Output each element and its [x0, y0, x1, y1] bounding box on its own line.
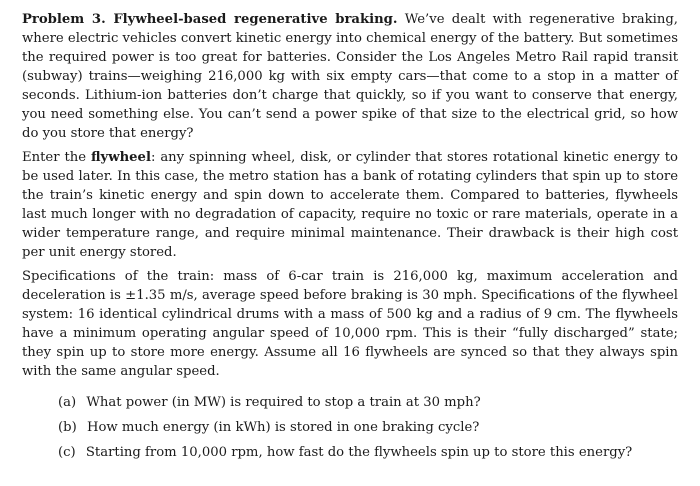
question-label: (a)	[58, 395, 77, 410]
question-item	[58, 443, 678, 462]
question-item	[58, 393, 678, 412]
flywheel-paragraph	[22, 148, 678, 262]
specifications-paragraph	[22, 267, 678, 381]
question-item	[58, 418, 678, 437]
question-text: What power (in MW) is required to stop a train at 30 mph?	[86, 395, 481, 410]
flywheel-term: flywheel	[90, 150, 151, 165]
specifications-text: Specifications of the train: mass of 6-car train is 216,000 kg, maximum acceleration and deceleration is ±1.35 m/s, average speed before braking is 30 mph. Specifications of the flywheel system: 16 identical cylindrical drums with a mass of 500 kg and a radius of 9 cm. The flywheels have a minimum operating angular speed of 10,000 rpm. This is their “fully discharged” state; they spin up to store more energy. Assume all 16 flywheels are synced so that they always spin with the same angular speed.	[22, 269, 678, 379]
problem-intro-text: We’ve dealt with regenerative braking, where electric vehicles convert kinetic energy into chemical energy of the battery. But sometimes the required power is too great for batteries. Consider the Los Angeles Metro Rail rapid transit (subway) trains—weighing 216,000 kg with six empty cars—that come to a stop in a matter of seconds. Lithium-ion batteries don’t charge that quickly, so if you want to conserve that energy, you need something else. You can’t send a power spike of that size to the electrical grid, so how do you store that energy?	[22, 12, 678, 141]
question-text: How much energy (in kWh) is stored in one braking cycle?	[86, 420, 480, 435]
flywheel-body: : any spinning wheel, disk, or cylinder that stores rotational kinetic energy to be used later. In this case, the metro station has a bank of rotating cylinders that spin up to store the train’s kinetic energy and spin down to accelerate them. Compared to batteries, flywheels last much longer with no degradation of capacity, require no toxic or rare materials, operate in a wider temperature range, and require minimal maintenance. Their drawback is their high cost per unit energy stored.	[22, 150, 678, 260]
problem-document	[22, 10, 678, 468]
question-text: Starting from 10,000 rpm, how fast do the flywheels spin up to store this energy?	[85, 445, 633, 460]
flywheel-lead: Enter the	[22, 150, 87, 165]
question-label: (c)	[58, 445, 76, 460]
problem-heading: Problem 3. Flywheel-based regenerative braking.	[22, 12, 398, 27]
question-list	[22, 393, 678, 462]
problem-intro-paragraph	[22, 10, 678, 143]
question-label: (b)	[58, 420, 77, 435]
